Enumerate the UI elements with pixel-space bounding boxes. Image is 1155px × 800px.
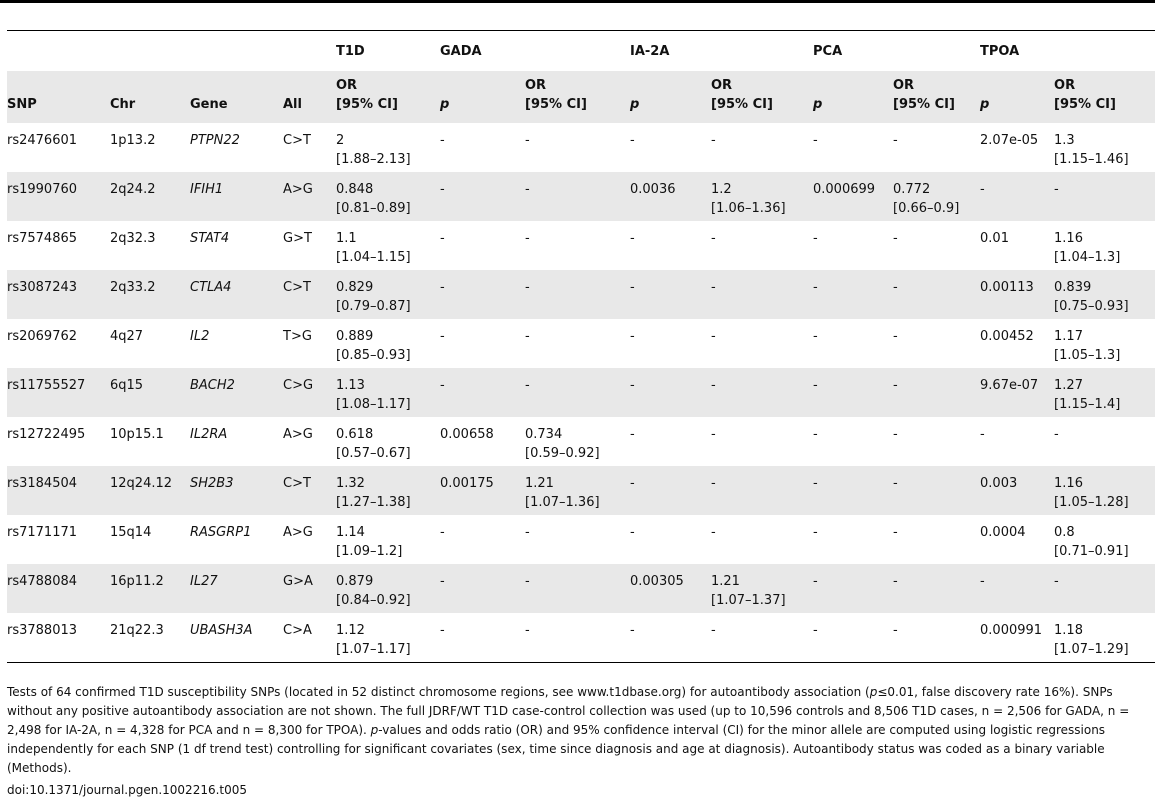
cell-snp: rs3184504 — [7, 466, 110, 515]
cell-chr: 16p11.2 — [110, 564, 190, 613]
cell-ia2a_p: - — [630, 466, 711, 515]
col-all: All — [283, 71, 336, 123]
cell-tpoa-or — [1054, 319, 1155, 368]
cell-tpoa-or — [1054, 368, 1155, 417]
cell-tpoa_p: - — [980, 427, 985, 442]
group-gada: GADA — [440, 31, 630, 72]
ci-value: [1.88–2.13] — [336, 152, 411, 167]
col-snp: SNP — [7, 71, 110, 123]
cell-gene: PTPN22 — [190, 133, 240, 148]
or-value: - — [525, 329, 530, 344]
table-row — [7, 368, 1155, 417]
cell-t1d-or — [336, 564, 440, 613]
or-value: - — [711, 280, 716, 295]
cell-pca_p: - — [813, 231, 818, 246]
ci-value: [0.59–0.92] — [525, 446, 600, 461]
ci-value: [0.81–0.89] — [336, 201, 411, 216]
table-row — [7, 270, 1155, 319]
table-row — [7, 319, 1155, 368]
cell-ia2a-or — [711, 319, 813, 368]
ci-value: [1.04–1.3] — [1054, 250, 1121, 265]
cell-gada-or — [525, 564, 630, 613]
cell-ia2a_p: - — [630, 329, 635, 344]
or-value: - — [711, 525, 716, 540]
col-pca-or — [893, 71, 980, 123]
cell-pca-or — [893, 417, 980, 466]
cell-ia2a-or — [711, 123, 813, 172]
col-gada-or-line1: OR — [525, 78, 547, 93]
table-footnote — [7, 683, 1153, 778]
or-value: 0.879 — [336, 574, 374, 589]
or-value: 1.16 — [1054, 476, 1083, 491]
cell-gene: CTLA4 — [190, 270, 283, 319]
cell-snp: rs11755527 — [7, 368, 110, 417]
cell-pca-or — [893, 515, 980, 564]
cell-gada_p: - — [440, 270, 525, 319]
table-row — [7, 613, 1155, 663]
cell-gada-or — [525, 221, 630, 270]
col-t1d-or — [336, 71, 440, 123]
col-chr: Chr — [110, 71, 190, 123]
or-value: - — [525, 623, 530, 638]
footnote-p-symbol: p — [869, 685, 878, 699]
ci-value: [1.05–1.3] — [1054, 348, 1121, 363]
or-value: - — [711, 329, 716, 344]
footnote-text-3: -values and odds ratio (OR) and 95% confidence interval (CI) for the minor allele are computed using logistic regressions independently for each SNP (1 df trend test) controlling for significant covariates (sex, time since diagnosis and age at diagnosis). Autoantibody status was coded as a binary variable (Methods). — [7, 723, 1106, 775]
ci-value: [0.71–0.91] — [1054, 544, 1129, 559]
cell-chr: 10p15.1 — [110, 427, 164, 442]
ci-value: [1.06–1.36] — [711, 201, 786, 216]
or-value: - — [893, 378, 898, 393]
cell-tpoa_p: 0.0004 — [980, 525, 1026, 540]
cell-gada-or — [525, 319, 630, 368]
cell-pca_p: - — [813, 613, 893, 663]
or-value: - — [893, 525, 898, 540]
cell-gene: IL2 — [190, 329, 210, 344]
cell-all: C>T — [283, 133, 311, 148]
col-ia2a-or-line1: OR — [711, 78, 733, 93]
or-value: 1.2 — [711, 182, 732, 197]
col-ia2a-or-line2: [95% CI] — [711, 97, 773, 112]
or-value: 1.18 — [1054, 623, 1083, 638]
ci-value: [0.75–0.93] — [1054, 299, 1129, 314]
or-value: 1.14 — [336, 525, 365, 540]
col-gada-p-text: p — [440, 97, 450, 112]
table-row — [7, 417, 1155, 466]
col-tpoa-or-line2: [95% CI] — [1054, 97, 1116, 112]
cell-pca-or — [893, 319, 980, 368]
or-value: - — [711, 476, 716, 491]
cell-pca_p: - — [813, 329, 818, 344]
ci-value: [0.57–0.67] — [336, 446, 411, 461]
or-value: - — [711, 133, 716, 148]
or-value: - — [893, 133, 898, 148]
cell-snp: rs7574865 — [7, 231, 78, 246]
col-ia2a-p — [630, 71, 711, 123]
cell-pca-or — [893, 270, 980, 319]
or-value: - — [525, 182, 530, 197]
cell-gene: STAT4 — [190, 231, 230, 246]
or-value: 0.889 — [336, 329, 374, 344]
cell-tpoa-or — [1054, 270, 1155, 319]
col-gada-or-line2: [95% CI] — [525, 97, 587, 112]
cell-ia2a-or — [711, 172, 813, 221]
col-tpoa-p-text: p — [980, 97, 990, 112]
or-value: - — [1054, 574, 1059, 589]
ci-value: [1.07–1.29] — [1054, 642, 1129, 657]
cell-ia2a-or — [711, 221, 813, 270]
cell-snp: rs3087243 — [7, 270, 110, 319]
or-value: - — [711, 623, 716, 638]
cell-chr: 2q32.3 — [110, 231, 156, 246]
cell-tpoa_p: 0.01 — [980, 231, 1009, 246]
or-value: - — [893, 329, 898, 344]
cell-t1d-or — [336, 319, 440, 368]
cell-pca-or — [893, 466, 980, 515]
cell-gada-or — [525, 613, 630, 663]
cell-tpoa_p: - — [980, 172, 1054, 221]
cell-all: C>T — [283, 466, 336, 515]
or-value: - — [893, 623, 898, 638]
cell-tpoa-or — [1054, 613, 1155, 663]
col-gada-or — [525, 71, 630, 123]
or-value: 1.32 — [336, 476, 365, 491]
cell-pca_p: - — [813, 564, 893, 613]
cell-ia2a-or — [711, 613, 813, 663]
cell-gada_p: 0.00658 — [440, 427, 494, 442]
cell-ia2a_p: - — [630, 133, 635, 148]
column-header-row — [7, 71, 1155, 123]
or-value: 1.13 — [336, 378, 365, 393]
cell-gada-or — [525, 123, 630, 172]
cell-gene: IL2RA — [190, 427, 228, 442]
cell-pca_p: - — [813, 427, 818, 442]
or-value: - — [1054, 427, 1059, 442]
cell-pca_p: - — [813, 368, 893, 417]
cell-ia2a_p: 0.0036 — [630, 172, 711, 221]
cell-chr: 2q24.2 — [110, 172, 190, 221]
ci-value: [0.79–0.87] — [336, 299, 411, 314]
col-pca-or-line2: [95% CI] — [893, 97, 955, 112]
ci-value: [1.05–1.28] — [1054, 495, 1129, 510]
cell-snp: rs2476601 — [7, 133, 78, 148]
cell-gene: RASGRP1 — [190, 525, 252, 540]
ci-value: [1.15–1.46] — [1054, 152, 1129, 167]
cell-snp: rs1990760 — [7, 172, 110, 221]
cell-tpoa_p: 9.67e-07 — [980, 368, 1054, 417]
ci-value: [1.08–1.17] — [336, 397, 411, 412]
or-value: 1.21 — [525, 476, 554, 491]
cell-ia2a_p: - — [630, 368, 711, 417]
cell-pca-or — [893, 221, 980, 270]
cell-ia2a_p: - — [630, 613, 711, 663]
group-t1d: T1D — [336, 31, 440, 72]
cell-snp: rs2069762 — [7, 329, 78, 344]
cell-t1d-or — [336, 466, 440, 515]
or-value: 0.618 — [336, 427, 374, 442]
cell-pca_p: - — [813, 525, 818, 540]
cell-tpoa-or — [1054, 515, 1155, 564]
or-value: - — [893, 574, 898, 589]
cell-gada_p: - — [440, 368, 525, 417]
cell-t1d-or — [336, 123, 440, 172]
cell-tpoa_p: 2.07e-05 — [980, 133, 1039, 148]
cell-all: T>G — [283, 329, 312, 344]
cell-tpoa-or — [1054, 123, 1155, 172]
col-pca-p — [813, 71, 893, 123]
ci-value: [1.27–1.38] — [336, 495, 411, 510]
cell-gada-or — [525, 515, 630, 564]
cell-all: A>G — [283, 172, 336, 221]
or-value: - — [525, 525, 530, 540]
or-value: - — [525, 231, 530, 246]
group-pca: PCA — [813, 31, 980, 72]
footnote-text-1: Tests of 64 confirmed T1D susceptibility SNPs (located in 52 distinct chromosome regions, see www.t1dbase.org) for autoantibody association ( — [7, 685, 870, 699]
ci-value: [0.84–0.92] — [336, 593, 411, 608]
cell-pca_p: - — [813, 133, 818, 148]
cell-all: G>T — [283, 231, 312, 246]
cell-tpoa-or — [1054, 564, 1155, 613]
cell-gada_p: - — [440, 525, 445, 540]
cell-gene: SH2B3 — [190, 466, 283, 515]
cell-ia2a-or — [711, 270, 813, 319]
cell-all: A>G — [283, 525, 313, 540]
cell-t1d-or — [336, 270, 440, 319]
cell-snp: rs7171171 — [7, 525, 78, 540]
or-value: - — [893, 427, 898, 442]
cell-gada_p: - — [440, 564, 525, 613]
or-value: 1.16 — [1054, 231, 1083, 246]
or-value: 0.8 — [1054, 525, 1075, 540]
or-value: 1.21 — [711, 574, 740, 589]
col-gada-p — [440, 71, 525, 123]
cell-gada_p: 0.00175 — [440, 466, 525, 515]
cell-snp: rs3788013 — [7, 613, 110, 663]
cell-all: C>G — [283, 368, 336, 417]
cell-chr: 1p13.2 — [110, 133, 156, 148]
or-value: 1.12 — [336, 623, 365, 638]
table-row — [7, 466, 1155, 515]
cell-gene: UBASH3A — [190, 613, 283, 663]
cell-ia2a-or — [711, 515, 813, 564]
cell-pca-or — [893, 172, 980, 221]
cell-tpoa_p: 0.000991 — [980, 613, 1054, 663]
group-tpoa: TPOA — [980, 31, 1155, 72]
or-value: 1.17 — [1054, 329, 1083, 344]
or-value: - — [711, 231, 716, 246]
cell-t1d-or — [336, 515, 440, 564]
cell-all: C>A — [283, 613, 336, 663]
or-value: 0.848 — [336, 182, 374, 197]
top-rule — [0, 0, 1155, 3]
cell-snp: rs4788084 — [7, 564, 110, 613]
or-value: - — [525, 378, 530, 393]
or-value: - — [893, 231, 898, 246]
cell-all: C>T — [283, 270, 336, 319]
or-value: - — [525, 280, 530, 295]
cell-tpoa-or — [1054, 466, 1155, 515]
or-value: 0.839 — [1054, 280, 1092, 295]
or-value: 0.734 — [525, 427, 563, 442]
footnote-text-2: ≤0.01, false discovery rate 16%). SNPs without any positive autoantibody association are not shown. The full JDRF/WT T1D case-control collection was used (up to 10,596 controls and 8,506 T1D cases, n = 2,506 for GADA, n = 2,498 for IA-2A, n = 4,328 for PCA and n = 8,300 for TPOA). — [7, 685, 1130, 737]
results-table — [7, 30, 1155, 663]
cell-ia2a-or — [711, 466, 813, 515]
ci-value: [1.07–1.36] — [525, 495, 600, 510]
footnote-p-symbol-2: p — [370, 723, 379, 737]
ci-value: [1.04–1.15] — [336, 250, 411, 265]
cell-gada-or — [525, 172, 630, 221]
ci-value: [1.15–1.4] — [1054, 397, 1121, 412]
cell-gene: IFIH1 — [190, 172, 283, 221]
cell-ia2a_p: - — [630, 270, 711, 319]
cell-chr: 12q24.12 — [110, 466, 190, 515]
cell-gene: IL27 — [190, 564, 283, 613]
or-value: - — [525, 133, 530, 148]
ci-value: [0.85–0.93] — [336, 348, 411, 363]
cell-pca-or — [893, 613, 980, 663]
cell-all: G>A — [283, 564, 336, 613]
cell-gada_p: - — [440, 231, 445, 246]
ci-value: [1.07–1.37] — [711, 593, 786, 608]
col-tpoa-p — [980, 71, 1054, 123]
or-value: - — [1054, 182, 1059, 197]
cell-pca_p: 0.000699 — [813, 172, 893, 221]
col-ia2a-p-text: p — [630, 97, 640, 112]
cell-chr: 2q33.2 — [110, 270, 190, 319]
cell-tpoa-or — [1054, 221, 1155, 270]
table-row — [7, 221, 1155, 270]
or-value: 0.772 — [893, 182, 931, 197]
table-row — [7, 564, 1155, 613]
cell-t1d-or — [336, 613, 440, 663]
table-row — [7, 172, 1155, 221]
ci-value: [1.07–1.17] — [336, 642, 411, 657]
cell-ia2a_p: - — [630, 427, 635, 442]
cell-chr: 15q14 — [110, 525, 152, 540]
cell-ia2a_p: 0.00305 — [630, 564, 711, 613]
cell-pca-or — [893, 564, 980, 613]
or-value: 1.3 — [1054, 133, 1075, 148]
cell-ia2a-or — [711, 368, 813, 417]
cell-tpoa_p: 0.00452 — [980, 329, 1034, 344]
or-value: - — [525, 574, 530, 589]
or-value: 1.1 — [336, 231, 357, 246]
cell-t1d-or — [336, 221, 440, 270]
cell-tpoa-or — [1054, 172, 1155, 221]
cell-tpoa_p: 0.00113 — [980, 270, 1054, 319]
group-header-row — [7, 31, 1155, 72]
col-pca-or-line1: OR — [893, 78, 915, 93]
table-row — [7, 515, 1155, 564]
cell-gada-or — [525, 368, 630, 417]
cell-chr: 21q22.3 — [110, 613, 190, 663]
cell-gada-or — [525, 270, 630, 319]
col-pca-p-text: p — [813, 97, 823, 112]
cell-pca_p: - — [813, 466, 893, 515]
or-value: - — [893, 280, 898, 295]
cell-tpoa_p: 0.003 — [980, 466, 1054, 515]
cell-t1d-or — [336, 172, 440, 221]
cell-all: A>G — [283, 427, 313, 442]
col-t1d-or-line1: OR — [336, 78, 358, 93]
cell-ia2a_p: - — [630, 525, 635, 540]
or-value: - — [893, 476, 898, 491]
col-t1d-or-line2: [95% CI] — [336, 97, 398, 112]
or-value: 0.829 — [336, 280, 374, 295]
cell-chr: 6q15 — [110, 368, 190, 417]
cell-gene: BACH2 — [190, 368, 283, 417]
cell-pca-or — [893, 368, 980, 417]
or-value: 2 — [336, 133, 345, 148]
cell-t1d-or — [336, 368, 440, 417]
cell-gada-or — [525, 466, 630, 515]
or-value: - — [711, 427, 716, 442]
cell-chr: 4q27 — [110, 329, 144, 344]
cell-tpoa-or — [1054, 417, 1155, 466]
ci-value: [1.09–1.2] — [336, 544, 403, 559]
col-tpoa-or — [1054, 71, 1155, 123]
cell-gada_p: - — [440, 613, 525, 663]
cell-gada_p: - — [440, 172, 525, 221]
or-value: 1.27 — [1054, 378, 1083, 393]
cell-gada_p: - — [440, 133, 445, 148]
or-value: - — [711, 378, 716, 393]
table-row — [7, 123, 1155, 172]
cell-tpoa_p: - — [980, 564, 1054, 613]
cell-ia2a-or — [711, 564, 813, 613]
cell-ia2a-or — [711, 417, 813, 466]
cell-t1d-or — [336, 417, 440, 466]
col-tpoa-or-line1: OR — [1054, 78, 1076, 93]
cell-pca-or — [893, 123, 980, 172]
cell-snp: rs12722495 — [7, 427, 86, 442]
cell-ia2a_p: - — [630, 231, 635, 246]
cell-pca_p: - — [813, 270, 893, 319]
doi-text: doi:10.1371/journal.pgen.1002216.t005 — [7, 783, 248, 797]
group-empty — [7, 31, 336, 72]
col-ia2a-or — [711, 71, 813, 123]
cell-gada-or — [525, 417, 630, 466]
group-ia2a: IA-2A — [630, 31, 813, 72]
ci-value: [0.66–0.9] — [893, 201, 960, 216]
cell-gada_p: - — [440, 329, 445, 344]
col-gene: Gene — [190, 71, 283, 123]
